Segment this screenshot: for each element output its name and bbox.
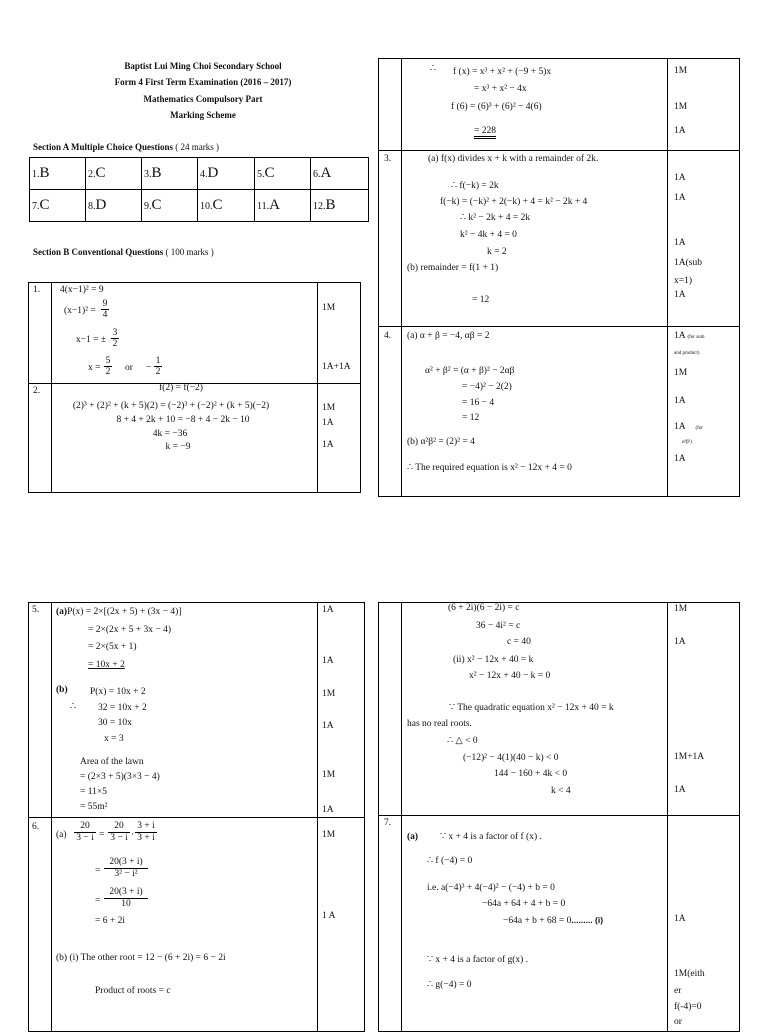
q1-frac-1-2: 1 2 (155, 356, 161, 377)
mc-answer-cell (200, 165, 218, 183)
q3-mark-2: 1A (674, 193, 686, 203)
q2c-mark-1: 1M (674, 66, 688, 76)
q4-part-a: (a) α + β = −4, αβ = 2 (407, 331, 490, 341)
q7-mark-2c: f(-4)=0 (674, 1002, 702, 1012)
mc-question-number: 7. (32, 201, 40, 212)
q6c-mark-3: 1M+1A (674, 752, 705, 762)
q6c-step-4: (ii) x² − 12x + 40 = k (453, 655, 534, 665)
q7-mark-2a: 1M(eith (674, 969, 705, 979)
q2-step-3: 8 + 4 + 2k + 10 = −8 + 4 − 2k − 10 (116, 415, 250, 425)
q7-step-5: −64a + b + 68 = 0......... (i) (503, 915, 604, 926)
q6-frac-1: 20 3 − i (74, 821, 96, 844)
mc-question-number: 12. (313, 201, 326, 212)
q6-frac-5: 20(3 + i) 10 (104, 887, 148, 910)
q3-part-b: (b) remainder = f(1 + 1) (407, 263, 499, 273)
q6-number: 6. (32, 822, 40, 832)
mc-answer-letter: D (95, 197, 107, 213)
q2-mark-1: 1M (322, 403, 336, 413)
q3-step-6: k = 2 (487, 247, 507, 257)
q5-step-11: = 11×5 (80, 787, 107, 797)
q1-step-3: x−1 = ± (76, 335, 107, 345)
q2c-step-1: f (x) = x³ + x² + (−9 + 5)x (453, 67, 552, 77)
q5-step-8: x = 3 (104, 734, 124, 744)
q6-eq-2: = (95, 866, 101, 876)
q6c-mark-4: 1A (674, 785, 686, 795)
q5-step-12: = 55m² (80, 802, 108, 812)
q3-mark-5: 1A (674, 290, 686, 300)
q4-mark-3: 1A (674, 396, 686, 406)
mc-answer-letter: C (212, 197, 223, 213)
mc-answer-cell (88, 165, 106, 183)
mc-answer-cell (32, 197, 50, 215)
q4-number: 4. (384, 331, 392, 341)
mc-question-number: 2. (88, 169, 96, 180)
mc-answer-letter: B (151, 165, 162, 181)
q7-part-a-label: (a) (407, 832, 419, 842)
q2c-mark-2: 1M (674, 102, 688, 112)
q6-frac-3: 3 + i 3 + i (135, 821, 157, 844)
mc-question-number: 3. (144, 169, 152, 180)
mc-answer-letter: C (151, 197, 162, 213)
mc-answer-letter: A (269, 197, 280, 213)
q5-area-label: Area of the lawn (80, 757, 144, 767)
q1-step-1: 4(x−1)² = 9 (60, 285, 104, 295)
mc-answer-cell (313, 197, 336, 215)
subject-title: Mathematics Compulsory Part (143, 94, 263, 104)
mc-question-number: 8. (88, 201, 96, 212)
q3-mark-1: 1A (674, 173, 686, 183)
q2c-mark-3: 1A (674, 126, 686, 136)
q3-number: 3. (384, 154, 392, 164)
q6c-step-3: c = 40 (507, 637, 531, 647)
q5-mark-2: 1A (322, 656, 334, 666)
q3-step-8: = 12 (472, 295, 490, 305)
q5-step-6: 32 = 10x + 2 (98, 703, 147, 713)
mc-answer-cell (144, 197, 162, 215)
mc-answer-cell (257, 165, 275, 183)
mc-answer-cell (88, 197, 106, 215)
q2-mark-2: 1A (322, 418, 334, 428)
q6-frac-4: 20(3 + i) 3² − i² (104, 857, 148, 880)
q1-number: 1. (33, 285, 41, 295)
q7-number: 7. (384, 818, 392, 828)
q3-step-5: k² − 4k + 4 = 0 (460, 230, 517, 240)
q5-number: 5. (32, 605, 40, 615)
q4-mark-1-note: and product) (674, 351, 700, 356)
q6c-step-1: (6 + 2i)(6 − 2i) = c (448, 603, 520, 613)
mc-answer-cell (32, 165, 50, 183)
mc-answer-cell (313, 165, 331, 183)
q2-step-2: (2)³ + (2)² + (k + 5)(2) = (−2)³ + (−2)² + (k + 5)(−2) (72, 401, 270, 411)
q5-mark-5: 1M (322, 770, 336, 780)
q7-step-2: ∴ f (−4) = 0 (427, 856, 473, 866)
q7-step-6: ∵ x + 4 is a factor of g(x) . (427, 955, 529, 965)
q4-mark-1: 1A (for sum (674, 331, 705, 341)
q7-step-1: ∵ x + 4 is a factor of f (x) . (440, 832, 542, 842)
q5-mark-3: 1M (322, 689, 336, 699)
q5-step-5: P(x) = 10x + 2 (90, 687, 146, 697)
q2-step-4: 4k = −36 (152, 429, 188, 439)
q6c-step-7: has no real roots. (407, 719, 472, 729)
q4-step-5: = 12 (462, 413, 480, 423)
q2-step-5: k = −9 (165, 442, 191, 452)
q3-step-3: f(−k) = (−k)² + 2(−k) + 4 = k² − 2k + 4 (440, 197, 588, 207)
q1-or: or (125, 363, 133, 373)
mc-answer-letter: C (39, 197, 50, 213)
q4-step-2: α² + β² = (α + β)² − 2αβ (425, 366, 515, 376)
q4-part-b: (b) α²β² = (2)² = 4 (407, 437, 475, 447)
q4-mark-5: 1A (674, 454, 686, 464)
q6-part-a: (a) (56, 830, 67, 840)
q7-mark-2d: or (674, 1017, 682, 1027)
q4-mark-4-note: α²β²) (682, 440, 692, 445)
q1-step-2: (x−1)² = (64, 306, 96, 316)
q4-step-3: = −4)² − 2(2) (462, 382, 512, 392)
mc-question-number: 6. (313, 169, 321, 180)
q5-step-2: = 2×(2x + 5 + 3x − 4) (88, 625, 171, 635)
q1-frac-5-2: 5 2 (105, 356, 111, 377)
q2c-step-3: f (6) = (6)³ + (6)² − 4(6) (451, 102, 542, 112)
section-a-heading: Section A Multiple Choice Questions ( 24 marks ) (33, 142, 220, 152)
q4-step-4: = 16 − 4 (462, 398, 495, 408)
mc-answer-letter: D (207, 165, 219, 181)
mc-answer-cell (144, 165, 162, 183)
q3-mark-4a: 1A(sub (674, 258, 702, 268)
q1-frac-3-2: 3 2 (112, 328, 118, 349)
q6-step-4: = 6 + 2i (95, 916, 125, 926)
q7-step-7: ∴ g(−4) = 0 (427, 980, 472, 990)
q5-step-7: 30 = 10x (98, 718, 132, 728)
q6-mark-1: 1M (322, 830, 336, 840)
mc-question-number: 5. (257, 169, 265, 180)
q6-dot: · (131, 830, 135, 840)
q5-part-b-label: (b) (56, 685, 68, 695)
q2-mark-3: 1A (322, 440, 334, 450)
q5-step-10: = (2×3 + 5)(3×3 − 4) (80, 772, 160, 782)
q6-eq-3: = (95, 896, 101, 906)
q1-step-4: x = (88, 363, 101, 373)
q2c-therefore: ∴ (430, 64, 437, 74)
q7-step-4: −64a + 64 + 4 + b = 0 (482, 899, 566, 909)
q6-eq-1: = (99, 830, 105, 840)
q2c-step-4: = 228 (474, 126, 496, 137)
mc-answer-letter: A (320, 165, 332, 181)
mc-answer-letter: B (325, 197, 336, 213)
q5-therefore: ∴ (70, 702, 77, 712)
q1-mark-1: 1M (322, 303, 336, 313)
q6c-step-9: (−12)² − 4(1)(40 − k) < 0 (463, 753, 559, 763)
q5-step-3: = 2×(5x + 1) (88, 642, 137, 652)
q5-mark-1: 1A (322, 605, 334, 615)
q6-mark-2: 1 A (322, 911, 336, 921)
q6-product-roots: Product of roots = c (95, 986, 171, 996)
q7-mark-1: 1A (674, 914, 686, 924)
q3-step-2: ∴ f(−k) = 2k (451, 181, 499, 191)
q7-step-3: i.e. a(−4)³ + 4(−4)² − (−4) + b = 0 (427, 883, 555, 893)
mc-answer-letter: C (95, 165, 106, 181)
section-b-heading: Section B Conventional Questions ( 100 marks ) (33, 247, 214, 257)
exam-title: Form 4 First Term Examination (2016 – 2017) (114, 77, 292, 87)
q2c-step-2: = x³ + x² − 4x (474, 84, 527, 94)
q5-mark-6: 1A (322, 805, 334, 815)
document-title: Marking Scheme (170, 110, 236, 120)
q6c-q7-table (378, 602, 740, 1032)
mc-question-number: 10. (200, 201, 213, 212)
mc-answer-letter: C (264, 165, 275, 181)
q5-part-a: (a)P(x) = 2×[(2x + 5) + (3x − 4)] (56, 607, 182, 617)
q5-step-4: = 10x + 2 (88, 660, 125, 670)
q2-number: 2. (33, 386, 41, 396)
q2-step-1: f(2) = f(−2) (159, 383, 203, 393)
school-name: Baptist Lui Ming Choi Secondary School (124, 61, 282, 71)
q6c-step-5: x² − 12x + 40 − k = 0 (469, 671, 551, 681)
mc-question-number: 9. (144, 201, 152, 212)
q6c-step-2: 36 − 4i² = c (476, 621, 521, 631)
q6c-step-11: k < 4 (551, 786, 571, 796)
q6c-mark-1: 1M (674, 604, 688, 614)
mc-question-number: 1. (32, 169, 40, 180)
q4-conclusion: ∴ The required equation is x² − 12x + 4 = 0 (407, 463, 572, 473)
q3-mark-4b: x=1) (674, 276, 693, 286)
q7-mark-2b: er (674, 986, 682, 996)
q3-step-4: ∴ k² − 2k + 4 = 2k (460, 213, 531, 223)
mc-answer-letter: B (39, 165, 50, 181)
q6-frac-2: 20 3 − i (108, 821, 130, 844)
q3-part-a: (a) f(x) divides x + k with a remainder of 2k. (428, 154, 599, 164)
mc-answer-cell (200, 197, 223, 215)
q4-mark-2: 1M (674, 368, 688, 378)
mc-question-number: 4. (200, 169, 208, 180)
q6-part-b: (b) (i) The other root = 12 − (6 + 2i) = 6 − 2i (56, 953, 226, 963)
mc-answer-cell (257, 197, 280, 215)
q6c-step-8: ∴ △ < 0 (447, 736, 478, 746)
q3-mark-3: 1A (674, 238, 686, 248)
q5-mark-4: 1A (322, 721, 334, 731)
q6c-step-10: 144 − 160 + 4k < 0 (494, 769, 568, 779)
q1-minus: − (146, 363, 152, 373)
q6c-mark-2: 1A (674, 637, 686, 647)
q6c-step-6: ∵ The quadratic equation x² − 12x + 40 = k (449, 703, 614, 713)
mc-question-number: 11. (257, 201, 270, 212)
q1-frac-9-4: 9 4 (102, 299, 108, 320)
q4-mark-4: 1A (for (674, 422, 703, 432)
q1-mark-2: 1A+1A (322, 362, 351, 372)
